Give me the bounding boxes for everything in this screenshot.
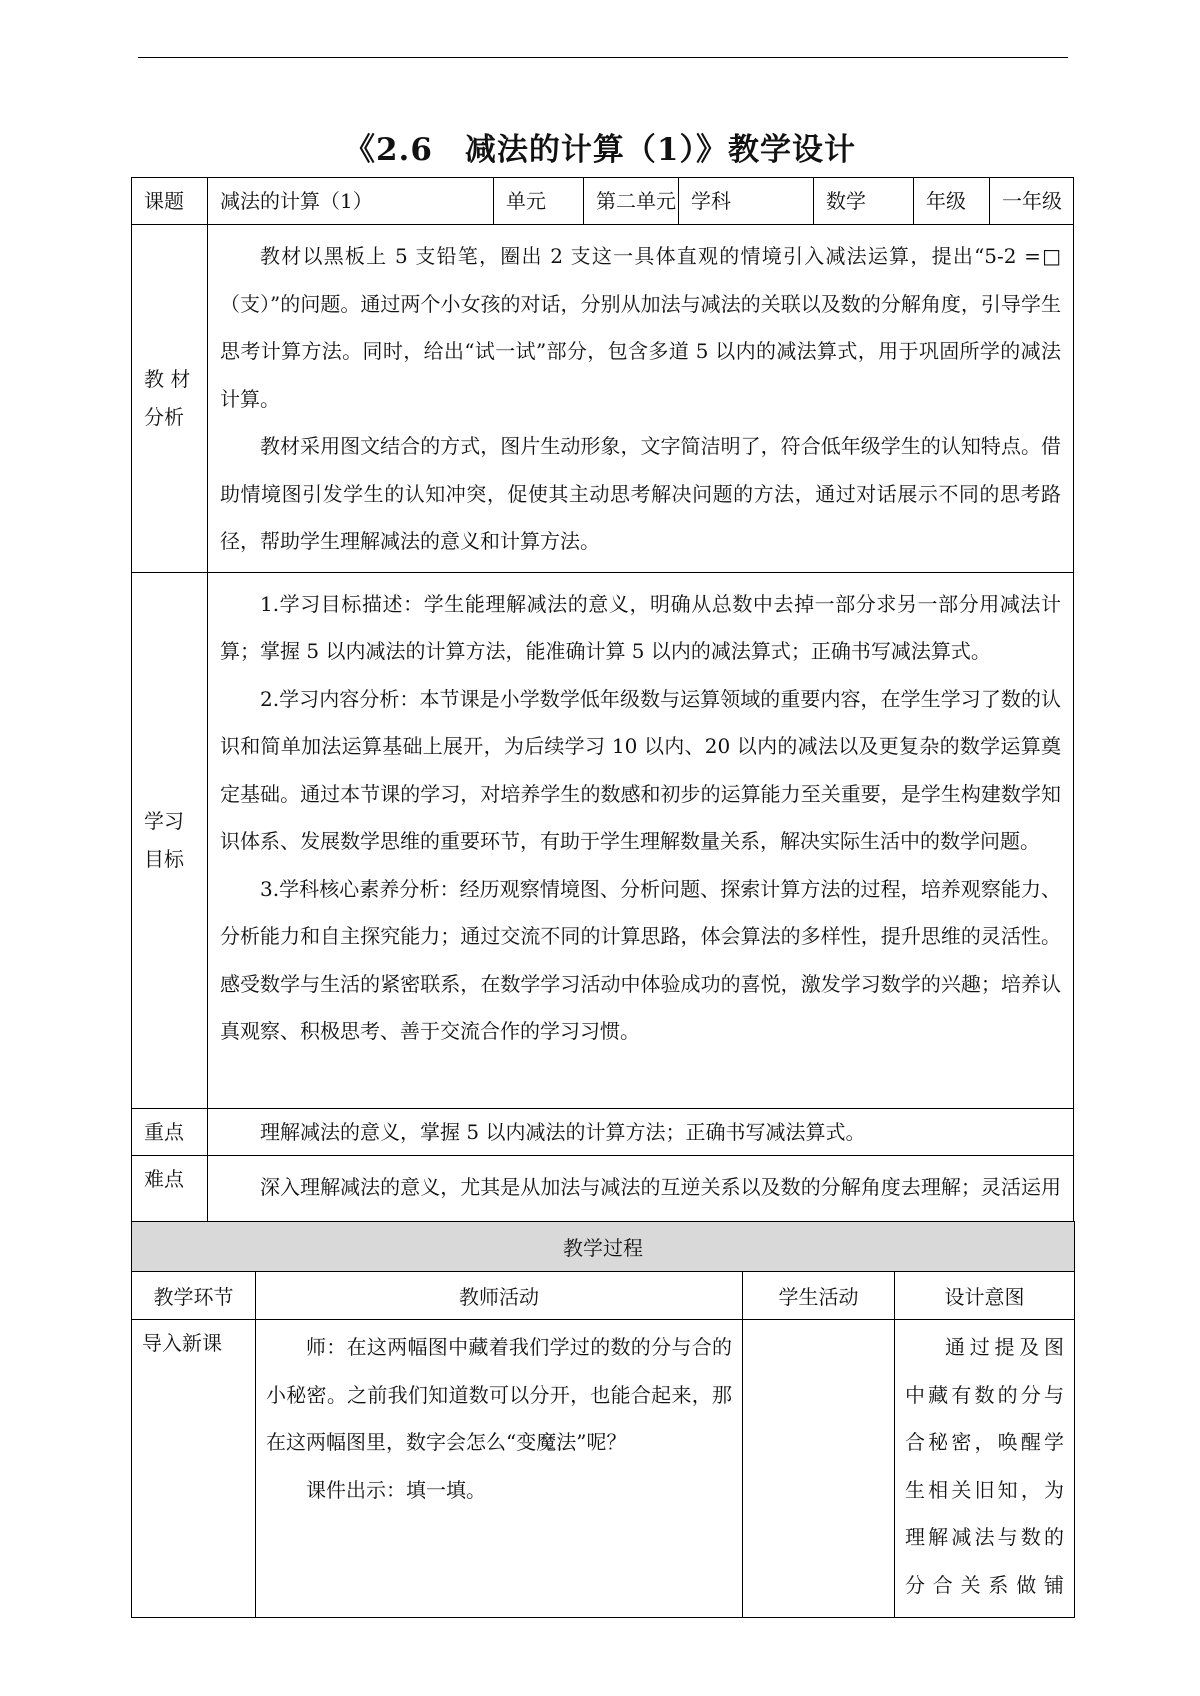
- unit-value-cell: [584, 178, 679, 225]
- grade-value: 一年级: [1002, 189, 1062, 213]
- key-point-text: 理解减法的意义，掌握 5 以内减法的计算方法；正确书写减法算式。: [260, 1119, 866, 1144]
- design-intent-line: 合秘密，唤醒学: [905, 1430, 1064, 1454]
- design-intent-line: 中藏有数的分与: [905, 1382, 1064, 1407]
- learning-objective-paragraph: 1.学习目标描述：学生能理解减法的意义，明确从总数中去掉一部分求另一部分用减法计算；掌握 5 以内减法的计算方法，能准确计算 5 以内的减法算式；正确书写减法算式。: [220, 591, 1061, 663]
- page-header-rule: [138, 57, 1068, 58]
- document-title: 《2.6 减法的计算（1）》教学设计: [343, 132, 856, 168]
- unit-label-cell: [494, 178, 584, 225]
- subject-label-cell: [679, 178, 814, 225]
- student-activity-text: [743, 1320, 894, 1336]
- column-header-stage: 教学环节: [132, 1272, 256, 1320]
- difficulty-label: 难点: [144, 1166, 184, 1191]
- column-header-design-intent: 设计意图: [895, 1272, 1075, 1320]
- grade-label-cell: [914, 178, 990, 225]
- subject-label: 学科: [691, 189, 731, 213]
- teacher-activity-paragraph: 师：在这两幅图中藏着我们学过的数的分与合的小秘密。之前我们知道数可以分开，也能合起来，那在这两幅图里，数字会怎么“变魔法”呢？: [266, 1335, 732, 1454]
- unit-label: 单元: [506, 189, 546, 213]
- textbook-analysis-paragraph: 教材采用图文结合的方式，图片生动形象，文字简洁明了，符合低年级学生的认知特点。借助情境图引发学生的认知冲突，促使其主动思考解决问题的方法，通过对话展示不同的思考路径，帮助学生理解减法的意义和计算方法。: [220, 434, 1061, 553]
- learning-objective-paragraph: 2.学习内容分析：本节课是小学数学低年级数与运算领域的重要内容，在学生学习了数的认识和简单加法运算基础上展开，为后续学习 10 以内、20 以内的减法以及更复杂的数学运算奠定基础。通过本节课的学习，对培养学生的数感和初步的运算能力至关重要，是学生构建数学知识体系、发展数学思维的重要环节，有助于学生理解数量关系，解决实际生活中的数学问题。: [220, 686, 1061, 853]
- design-intent-line: 分合关系做铺: [905, 1572, 1064, 1597]
- textbook-analysis-row: [132, 225, 1074, 573]
- learning-objectives-label-line2: 目标: [144, 847, 184, 871]
- teaching-process-heading: 教学过程: [132, 1222, 1075, 1272]
- lesson-info-table: [131, 177, 1074, 1266]
- design-intent-cell: [895, 1320, 1075, 1618]
- design-intent-line: 通过提及图: [945, 1335, 1064, 1359]
- topic-value: 减法的计算（1）: [220, 189, 373, 213]
- teaching-process-column-header-row: [132, 1272, 1075, 1320]
- info-row: [132, 178, 1074, 225]
- learning-objective-paragraph: 3.学科核心素养分析：经历观察情境图、分析问题、探索计算方法的过程，培养观察能力、分析能力和自主探究能力；通过交流不同的计算思路，体会算法的多样性，提升思维的灵活性。感受数学与生活的紧密联系，在数学学习活动中体验成功的喜悦，激发学习数学的兴趣；培养认真观察、积极思考、善于交流合作的学习习惯。: [220, 876, 1061, 1043]
- teaching-process-table: [131, 1221, 1075, 1618]
- key-point-content-cell: [208, 1108, 1074, 1155]
- grade-label: 年级: [926, 189, 966, 213]
- unit-value: 第二单元: [596, 189, 676, 213]
- stage-name: 导入新课: [142, 1331, 222, 1355]
- topic-label-cell: [132, 178, 208, 225]
- difficulty-text: 深入理解减法的意义，尤其是从加法与减法的互逆关系以及数的分解角度去理解；灵活运用: [260, 1174, 1061, 1199]
- teacher-activity-paragraph: 课件出示：填一填。: [306, 1477, 486, 1502]
- textbook-analysis-label-line2: 分析: [144, 405, 184, 430]
- learning-objectives-content-cell: [208, 572, 1074, 1108]
- key-point-row: [132, 1108, 1074, 1155]
- student-activity-cell: [743, 1320, 895, 1618]
- design-intent-line: 理解减法与数的: [905, 1525, 1064, 1549]
- stage-cell: [132, 1320, 256, 1618]
- subject-value: 数学: [826, 189, 866, 213]
- key-point-label-cell: [132, 1108, 208, 1155]
- column-header-teacher-activity: 教师活动: [256, 1272, 743, 1320]
- teaching-process-row: [132, 1320, 1075, 1618]
- grade-value-cell: [990, 178, 1074, 225]
- teacher-activity-cell: [256, 1320, 743, 1618]
- teaching-process-heading-row: [132, 1222, 1075, 1272]
- design-intent-line: 生相关旧知，为: [905, 1477, 1064, 1502]
- column-header-student-activity: 学生活动: [743, 1272, 895, 1320]
- topic-value-cell: [208, 178, 494, 225]
- textbook-analysis-paragraph: 教材以黑板上 5 支铅笔，圈出 2 支这一具体直观的情境引入减法运算，提出“5-2 =□（支）”的问题。通过两个小女孩的对话，分别从加法与减法的关联以及数的分解角度，引导学生思考计算方法。同时，给出“试一试”部分，包含多道 5 以内的减法算式，用于巩固所学的减法计算。: [220, 244, 1061, 411]
- textbook-analysis-label-line1: 教 材: [144, 367, 191, 392]
- key-point-label: 重点: [144, 1119, 184, 1144]
- subject-value-cell: [814, 178, 914, 225]
- learning-objectives-row: [132, 572, 1074, 1108]
- topic-label: 课题: [144, 189, 184, 213]
- learning-objectives-label-line1: 学习: [144, 809, 184, 833]
- learning-objectives-label-cell: [132, 572, 208, 1108]
- textbook-analysis-label-cell: [132, 225, 208, 573]
- textbook-analysis-content-cell: [208, 225, 1074, 573]
